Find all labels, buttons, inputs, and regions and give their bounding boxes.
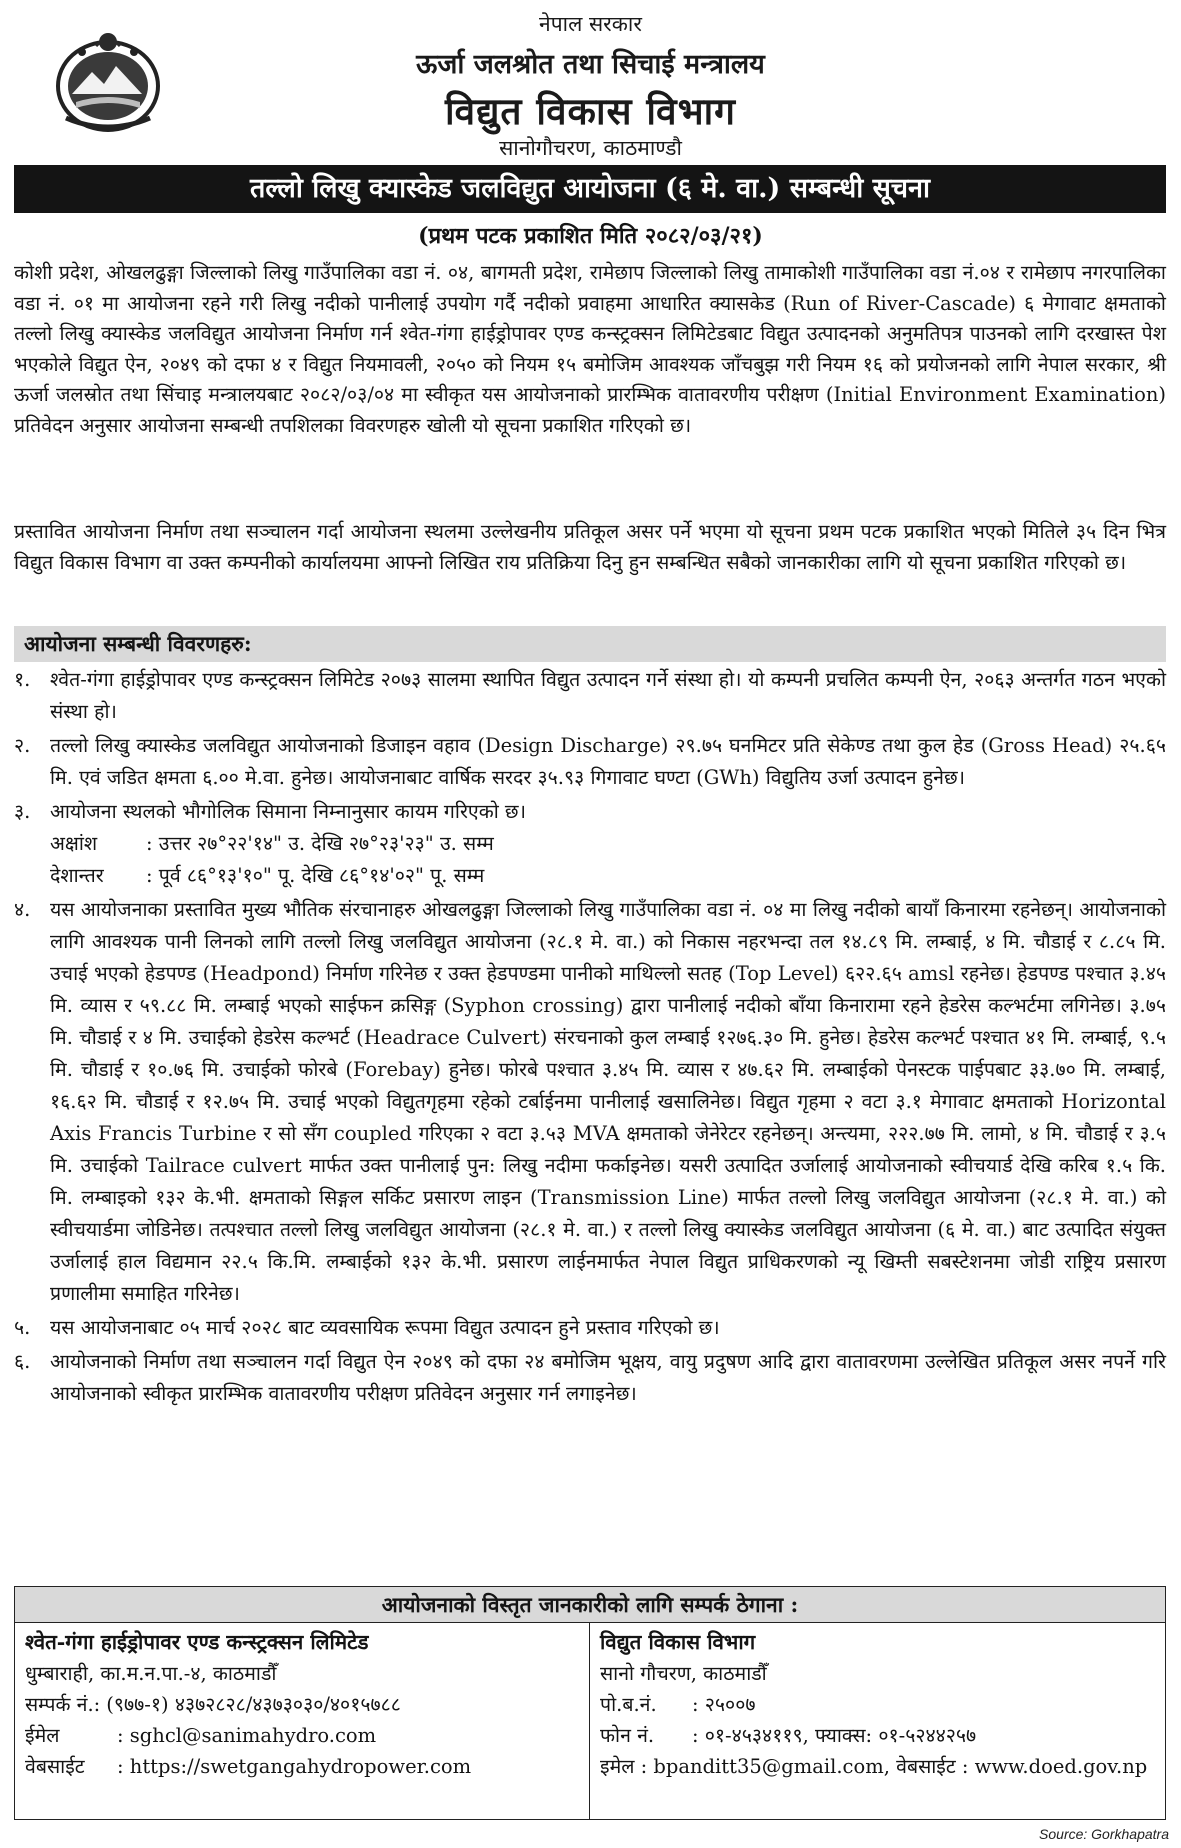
publication-date: (प्रथम पटक प्रकाशित मिति २०८२/०३/२१) <box>418 223 763 249</box>
company-website[interactable]: : https://swetgangahydropower.com <box>117 1755 472 1778</box>
item-number: २. <box>14 734 31 757</box>
latitude-row <box>50 828 1166 860</box>
department-contact-address: सानो गौचरण, काठमाडौँ <box>600 1662 767 1685</box>
item-text: यस आयोजनाबाट ०५ मार्च २०२८ बाट व्यवसायिक रूपमा विद्युत उत्पादन हुने प्रस्ताव गरिएको छ। <box>50 1316 720 1339</box>
company-name: श्वेत-गंगा हाईड्रोपावर एण्ड कन्स्ट्रक्सन लिमिटेड <box>25 1630 369 1654</box>
source-credit: Source: Gorkhapatra <box>1039 1826 1169 1842</box>
company-website-row <box>25 1751 581 1782</box>
list-item <box>14 664 1166 728</box>
list-item <box>14 894 1166 1310</box>
company-email-label: ईमेल <box>25 1724 60 1747</box>
department-address: सानोगौचरण, काठमाण्डौ <box>499 136 682 160</box>
latitude-label: अक्षांश <box>50 832 98 855</box>
ministry-name: ऊर्जा जलश्रोत तथा सिचाई मन्त्रालय <box>416 49 765 80</box>
item-number: ४. <box>14 898 31 921</box>
government-name: नेपाल सरकार <box>539 12 642 36</box>
company-phone-label: सम्पर्क नं.: <box>25 1693 101 1716</box>
list-item <box>14 1312 1166 1344</box>
latitude-value: : उत्तर २७°२२'१४" उ. देखि २७°२३'२३" उ. सम्म <box>146 832 494 855</box>
objection-paragraph: प्रस्तावित आयोजना निर्माण तथा सञ्चालन गर्दा आयोजना स्थलमा उल्लेखनीय प्रतिकूल असर पर्ने भएमा यो सूचना प्रथम पटक प्रकाशित भएको मितिले ३५ दिन भित्र विद्युत विकास विभाग वा उक्त कम्पनीको कार्यालयमा आफ्नो लिखित राय प्रतिक्रिया दिनु हुन सम्बन्धित सबैको जानकारीका लागि यो सूचना प्रकाशित गरिएको छ। <box>14 520 1166 574</box>
list-item <box>14 1346 1166 1410</box>
pobox-row <box>600 1689 1157 1720</box>
item-text: तल्लो लिखु क्यास्केड जलविद्युत आयोजनाको डिजाइन वहाव (Design Discharge) २९.७५ घनमिटर प्रति सेकेण्ड तथा कुल हेड (Gross Head) २५.६५ मि. एवं जडित क्षमता ६.०० मे.वा. हुनेछ। आयोजनाबाट वार्षिक सरदर ३५.९३ गिगावाट घण्टा (GWh) विद्युतिय उर्जा उत्पादन हुनेछ। <box>50 734 1166 789</box>
details-heading: आयोजना सम्बन्धी विवरणहरु: <box>14 626 1166 662</box>
department-phone-label: फोन नं. <box>600 1724 655 1747</box>
item-text: यस आयोजनाका प्रस्तावित मुख्य भौतिक संरचानाहरु ओखलढुङ्गा जिल्लाको लिखु गाउँपालिका वडा नं. ०४ मा लिखु नदीको बायाँ किनारमा रहनेछन्। आयोजनाको लागि आवश्यक पानी लिनको लागि तल्लो लिखु जलविद्युत आयोजना (२८.१ मे. वा.) को निकास नहरभन्दा तल १४.८९ मि. लम्बाई, ४ मि. चौडाई र ८.८५ मि. उचाई भएको हेडपण्ड (Headpond) निर्माण गरिनेछ र उक्त हेडपण्डमा पानीको माथिल्लो सतह (Top Level) ६२२.६५ amsl रहनेछ। हेडपण्ड पश्चात ३.४५ मि. व्यास र ५९.८८ मि. लम्बाई भएको साईफन क्रसिङ्ग (Syphon crossing) द्वारा पानीलाई नदीको बाँया किनारामा रहने हेडरेस कल्भर्टमा लगिनेछ। ३.७५ मि. चौडाई र ४ मि. उचाईको हेडरेस कल्भर्ट (Headrace Culvert) संरचनाको कुल लम्बाई १२७६.३० मि. हुनेछ। हेडरेस कल्भर्ट पश्चात ४१ मि. लम्बाई, ९.५ मि. चौडाई र १०.७६ मि. उचाईको फोरबे (Forebay) हुनेछ। फोरबे पश्चात ३.४५ मि. व्यास र ४७.६२ मि. लम्बाईको पेनस्टक पाईपबाट ३३.७० मि. लम्बाई, १६.६२ मि. चौडाई र १२.७५ मि. उचाई भएको विद्युतगृहमा रहेको टर्बाईनमा पानीलाई खसालिनेछ। विद्युत गृहमा २ वटा ३.१ मेगावाट क्षमताको Horizontal Axis Francis Turbine र सो सँग coupled गरिएका २ वटा ३.५३ MVA क्षमताको जेनेरेटर रहनेछन्। अन्त्यमा, २२२.७७ मि. लामो, ४ मि. चौडाई र ३.५ मि. उचाईको Tailrace culvert मार्फत उक्त पानीलाई पुन: लिखु नदीमा फर्काइनेछ। यसरी उत्पादित उर्जालाई आयोजनाको स्वीचयार्ड देखि करिब १.५ कि. मि. लम्बाइको १३२ के.भी. क्षमताको सिङ्गल सर्किट प्रसारण लाइन (Transmission Line) मार्फत तल्लो लिखु जलविद्युत आयोजना (२८.१ मे. वा.) को स्वीचयार्डमा जोडिनेछ। तत्पश्चात तल्लो लिखु जलविद्युत आयोजना (२८.१ मे. वा.) र तल्लो लिखु क्यास्केड जलविद्युत आयोजना (६ मे. वा.) बाट उत्पादित संयुक्त उर्जालाई हाल विद्यमान २२.५ कि.मि. लम्बाईको १३२ के.भी. प्रसारण लाईनमार्फत नेपाल विद्युत प्राधिकरणको न्यू खिम्ती सबस्टेशनमा जोडी राष्ट्रिय प्रसारण प्रणालीमा समाहित गरिनेछ। <box>50 898 1166 1305</box>
pobox-value: : २५००७ <box>692 1693 756 1716</box>
contact-columns <box>15 1623 1165 1819</box>
department-phone: : ०१-४५३४११९, फ्याक्स: ०१-५२४४२५७ <box>692 1724 977 1747</box>
item-number: ५. <box>14 1316 31 1339</box>
company-address: धुम्बाराही, का.म.न.पा.-४, काठमाडौँ <box>25 1662 277 1685</box>
header <box>0 4 1181 164</box>
longitude-label: देशान्तर <box>50 864 104 887</box>
company-email[interactable]: : sghcl@sanimahydro.com <box>117 1724 377 1747</box>
intro-paragraph: कोशी प्रदेश, ओखलढुङ्गा जिल्लाको लिखु गाउँपालिका वडा नं. ०४, बागमती प्रदेश, रामेछाप जिल्लाको लिखु तामाकोशी गाउँपालिका वडा नं.०४ र रामेछाप नगरपालिका वडा नं. ०१ मा आयोजना रहने गरी लिखु नदीको पानीलाई उपयोग गर्दै नदीको प्रवाहमा आधारित क्यासकेड (Run of River-Cascade) ६ मेगावाट क्षमताको तल्लो लिखु क्यास्केड जलविद्युत आयोजना निर्माण गर्न श्वेत-गंगा हाईड्रोपावर एण्ड कन्स्ट्रक्सन लिमिटेडबाट विद्युत उत्पादनको अनुमतिपत्र पाउनको लागि दरखास्त पेश भएकोले विद्युत ऐन, २०४९ को दफा ४ र विद्युत नियमावली, २०५० को नियम १५ बमोजिम आवश्यक जाँचबुझ गरी नियम १६ को प्रयोजनको लागि नेपाल सरकार, श्री ऊर्जा जलस्रोत तथा सिंचाइ मन्त्रालयबाट २०८२/०३/०४ मा स्वीकृत यस आयोजनाको प्रारम्भिक वातावरणीय परीक्षण (Initial Environment Examination) प्रतिवेदन अनुसार आयोजना सम्बन्धी तपशिलका विवरणहरु खोली यो सूचना प्रकाशित गरिएको छ। <box>14 261 1166 437</box>
longitude-value: : पूर्व ८६°१३'१०" पू. देखि ८६°१४'०२" पू. सम्म <box>146 864 485 887</box>
item-number: ३. <box>14 800 31 823</box>
item-text: आयोजना स्थलको भौगोलिक सिमाना निम्नानुसार कायम गरिएको छ। <box>50 800 526 823</box>
pobox-label: पो.ब.नं. <box>600 1693 657 1716</box>
contact-table <box>14 1586 1166 1820</box>
contact-heading: आयोजनाको विस्तृत जानकारीको लागि सम्पर्क ठेगाना : <box>15 1587 1165 1623</box>
company-website-label: वेबसाईट <box>25 1755 85 1778</box>
details-list <box>14 664 1166 1412</box>
longitude-row <box>50 860 1166 892</box>
company-email-row <box>25 1720 581 1751</box>
department-contact <box>590 1623 1165 1819</box>
department-name: विद्युत विकास विभाग <box>444 89 737 133</box>
item-text: श्वेत-गंगा हाईड्रोपावर एण्ड कन्स्ट्रक्सन लिमिटेड २०७३ सालमा स्थापित विद्युत उत्पादन गर्ने संस्था हो। यो कम्पनी प्रचलित कम्पनी ऐन, २०६३ अन्तर्गत गठन भएको संस्था हो। <box>50 668 1166 723</box>
item-number: १. <box>14 668 31 691</box>
department-email-website[interactable]: इमेल : bpanditt35@gmail.com, वेबसाईट : www.doed.gov.np <box>600 1755 1148 1778</box>
item-number: ६. <box>14 1350 31 1373</box>
company-phone: (९७७-१) ४३७२८२८/४३७३०३०/४०१५७८८ <box>106 1693 401 1716</box>
item-text: आयोजनाको निर्माण तथा सञ्चालन गर्दा विद्युत ऐन २०४९ को दफा २४ बमोजिम भूक्षय, वायु प्रदुषण आदि द्वारा वातावरणमा उल्लेखित प्रतिकूल असर नपर्ने गरि आयोजनाको स्वीकृत प्रारम्भिक वातावरणीय परीक्षण प्रतिवेदन अनुसार गर्न लगाइनेछ। <box>50 1350 1166 1405</box>
list-item <box>14 796 1166 892</box>
department-contact-name: विद्युत विकास विभाग <box>600 1630 756 1654</box>
list-item <box>14 730 1166 794</box>
company-phone-row <box>25 1689 581 1720</box>
notice-title: तल्लो लिखु क्यास्केड जलविद्युत आयोजना (६ मे. वा.) सम्बन्धी सूचना <box>14 165 1166 213</box>
company-contact <box>15 1623 590 1819</box>
department-phone-row <box>600 1720 1157 1751</box>
